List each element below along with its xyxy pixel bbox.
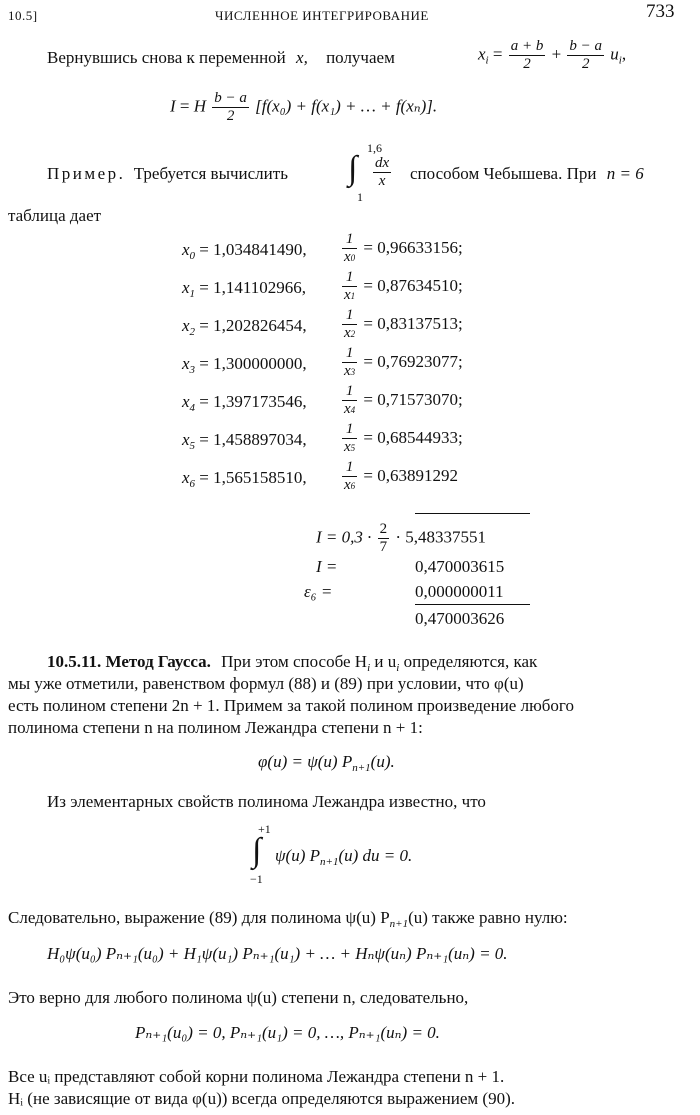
integral2-lower: −1 [250,872,263,886]
xi-formula: $x_i$ = $\frac{a + b}{2}$ + $\frac{b - a}{2}$ $u_i$, [478,38,627,72]
equation-roots: Pₙ₊₁(u₀) = 0, Pₙ₊₁(u₁) = 0, …, Pₙ₊₁(uₙ) = 0. [135,1023,440,1042]
gauss-line-1: 10.5.11. Метод Гаусса. При этом способе $H_i$ и $u_i$ определяются, как [47,652,538,674]
gauss-line-8: Все uᵢ представляют собой корни полинома Лежандра степени n + 1. [8,1067,505,1086]
x-value: $x_1 = 1,141102966$, [182,278,307,300]
sum-rule-bottom [415,604,530,605]
gauss-line-3: есть полином степени 2n + 1. Примем за такой полином произведение любого [8,696,574,715]
example-line [47,164,288,184]
running-title: ЧИСЛЕННОЕ ИНТЕГРИРОВАНИЕ [215,8,429,23]
I-value: 0,470003615 [415,557,505,576]
section-number: 10.5] [8,8,38,23]
equation-sum: H₀ψ(u₀) Pₙ₊₁(u₀) + H₁ψ(u₁) Pₙ₊₁(u₁) + … + Hₙψ(uₙ) Pₙ₊₁(uₙ) = 0. [47,944,508,963]
gauss-line-4: полинома степени n на полином Лежандра степени n + 1: [8,718,423,737]
equation-integral: ψ(u) $P_{n+1}(u)$ du = 0. [275,846,413,868]
inverse-value: $\frac{1}{x0}$ = 0,96633156; [344,231,463,265]
equation-phi: φ(u) = ψ(u) $P_{n+1}(u)$. [258,752,395,774]
example-text-2: способом Чебышева. При n = 6 [410,164,644,183]
integrand: $\frac{dx}{x}$ [375,155,390,189]
I-expression: I = 0,3 · $\frac{2}{7}$ · 5,48337551 [316,521,487,555]
total-value: 0,470003626 [415,609,505,628]
integral-lower: 1 [357,190,363,204]
intro-var: x, [296,48,308,67]
gauss-line-2: мы уже отметили, равенством формул (88) и (89) при условии, что φ(u) [8,674,524,693]
x-value: $x_0 = 1,034841490$, [182,240,307,262]
eps-value: 0,000000011 [415,582,504,601]
gauss-line-6: Следовательно, выражение (89) для полинома ψ(u) $P_{n+1}(u)$ также равно нулю: [8,908,568,930]
gauss-line-7: Это верно для любого полинома ψ(u) степени n, следовательно, [8,988,469,1007]
gauss-heading: 10.5.11. Метод Гаусса. [47,652,211,671]
I-label: I = [316,557,338,576]
x-value: $x_2 = 1,202826454$, [182,316,307,338]
intro-text-b: получаем [326,48,395,67]
example-text: Требуется вычислить [133,164,288,183]
sum-rule-top [415,513,530,514]
intro-line [47,48,395,68]
inverse-value: $\frac{1}{x1}$ = 0,87634510; [344,269,463,303]
inverse-value: $\frac{1}{x5}$ = 0,68544933; [344,421,463,455]
I-formula: I = H $\frac{b - a}{2}$ [f(x₀) + f(x₁) + … + f(xₙ)]. [170,90,438,124]
inverse-value: $\frac{1}{x2}$ = 0,83137513; [344,307,463,341]
fraction-ba-2: $\frac{b - a}{2}$ [214,90,247,124]
fraction-ba: $\frac{b - a}{2}$ [569,38,603,72]
page-number: 733 [646,1,675,22]
x-value: $x_6 = 1,565158510$, [182,468,307,490]
inverse-value: $\frac{1}{x4}$ = 0,71573070; [344,383,463,417]
integral-sign: ∫ [348,150,358,187]
intro-text: Вернувшись снова к переменной [47,48,286,67]
x-value: $x_4 = 1,397173546$, [182,392,307,414]
integral2-sign: ∫ [252,832,262,869]
inverse-value: $\frac{1}{x6}$ = 0,63891292 [344,459,459,493]
fraction-ab: $\frac{a + b}{2}$ [510,38,544,72]
x-value: $x_5 = 1,458897034$, [182,430,307,452]
inverse-value: $\frac{1}{x3}$ = 0,76923077; [344,345,463,379]
gauss-line-5: Из элементарных свойств полинома Лежандра известно, что [47,792,486,811]
integral2-upper: +1 [258,822,271,836]
gauss-line-9: Hᵢ (не зависящие от вида φ(u)) всегда определяются выражением (90). [8,1089,515,1108]
x-value: $x_3 = 1,300000000$, [182,354,307,376]
example-label: Пример. [47,164,126,183]
eps-label: ε₆ = [304,582,333,601]
example-text-3: таблица дает [8,206,102,225]
integral-upper: 1,6 [367,141,382,155]
